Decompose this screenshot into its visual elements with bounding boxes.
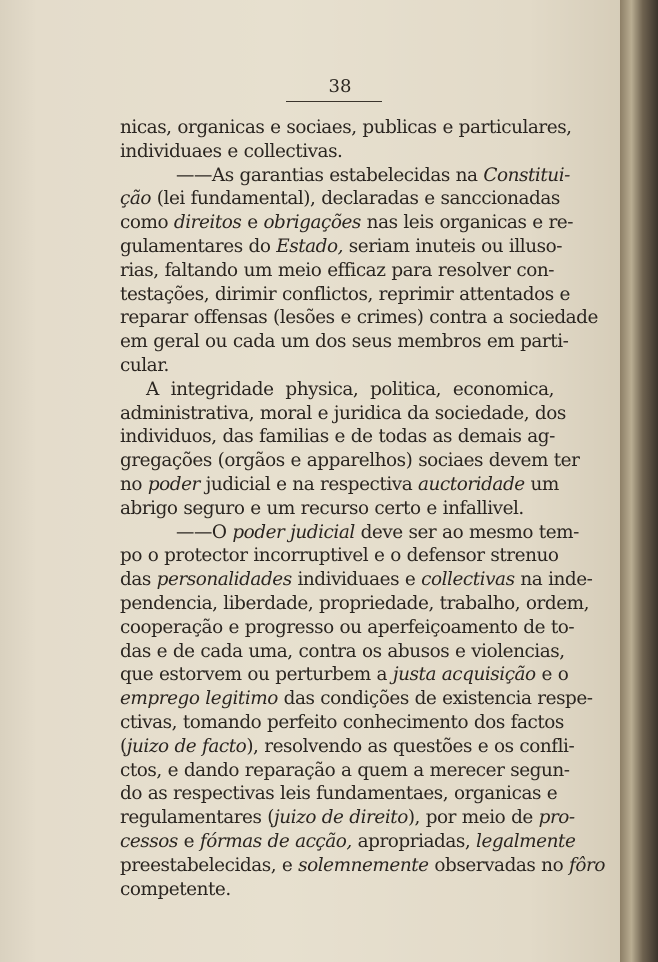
text-line: do as respectivas leis fundamentaes, organicas e xyxy=(120,783,558,805)
text-line: preestabelecidas, e solemnemente observadas no fôro xyxy=(120,854,605,876)
text-line: po o protector incorruptivel e o defensor strenuo xyxy=(120,545,559,567)
text-line: individuaes e collectivas. xyxy=(120,140,343,162)
text-line: cessos e fórmas de acção, apropriadas, legalmente xyxy=(120,830,576,852)
text-line: testações, dirimir conflictos, reprimir attentados e xyxy=(120,283,570,305)
text-line: cooperação e progresso ou aperfeiçoamento de to- xyxy=(120,616,575,638)
text-line: gregações (orgãos e apparelhos) sociaes devem ter xyxy=(120,450,580,472)
page-number: 38 xyxy=(328,76,352,97)
text-line: ção (lei fundamental), declaradas e sanccionadas xyxy=(120,188,560,210)
text-line: gulamentares do Estado, seriam inuteis ou illuso- xyxy=(120,235,562,257)
text-line: (juizo de facto), resolvendo as questões e os confli- xyxy=(120,735,575,757)
text-line: emprego legitimo das condições de existencia respe- xyxy=(120,688,593,710)
text-line: regulamentares (juizo de direito), por meio de pro- xyxy=(120,807,575,829)
text-line: rias, faltando um meio efficaz para resolver con- xyxy=(120,259,554,281)
text-line: reparar offensas (lesões e crimes) contra a sociedade xyxy=(120,307,598,329)
text-line: no poder judicial e na respectiva auctoridade um xyxy=(120,473,559,495)
text-line: individuos, das familias e de todas as demais ag- xyxy=(120,426,555,448)
text-line: competente. xyxy=(120,878,231,900)
text-line: das personalidades individuaes e collectivas na inde- xyxy=(120,569,593,591)
text-line: das e de cada uma, contra os abusos e violencias, xyxy=(120,640,565,662)
text-line: nicas, organicas e sociaes, publicas e particulares, xyxy=(120,117,572,138)
text-line: como direitos e obrigações nas leis organicas e re- xyxy=(120,212,574,234)
text-line: pendencia, liberdade, propriedade, trabalho, ordem, xyxy=(120,592,590,614)
text-line: ——O poder judicial deve ser ao mesmo tem- xyxy=(176,521,579,543)
text-line: ctos, e dando reparação a quem a merecer segun- xyxy=(120,759,570,781)
text-line: administrativa, moral e juridica da sociedade, dos xyxy=(120,402,566,424)
text-line: ctivas, tomando perfeito conhecimento dos factos xyxy=(120,711,564,733)
text-line: abrigo seguro e um recurso certo e infallivel. xyxy=(120,497,524,519)
book-spine xyxy=(620,0,658,962)
text-line: ——As garantias estabelecidas na Constitui- xyxy=(176,164,570,186)
body-text xyxy=(120,116,605,901)
text-line: que estorvem ou perturbem a justa acquisição e o xyxy=(120,664,569,686)
text-line: em geral ou cada um dos seus membros em parti- xyxy=(120,331,569,353)
header-rule xyxy=(286,101,382,102)
text-line: A integridade physica, politica, economica, xyxy=(146,378,554,400)
text-line: cular. xyxy=(120,354,169,376)
